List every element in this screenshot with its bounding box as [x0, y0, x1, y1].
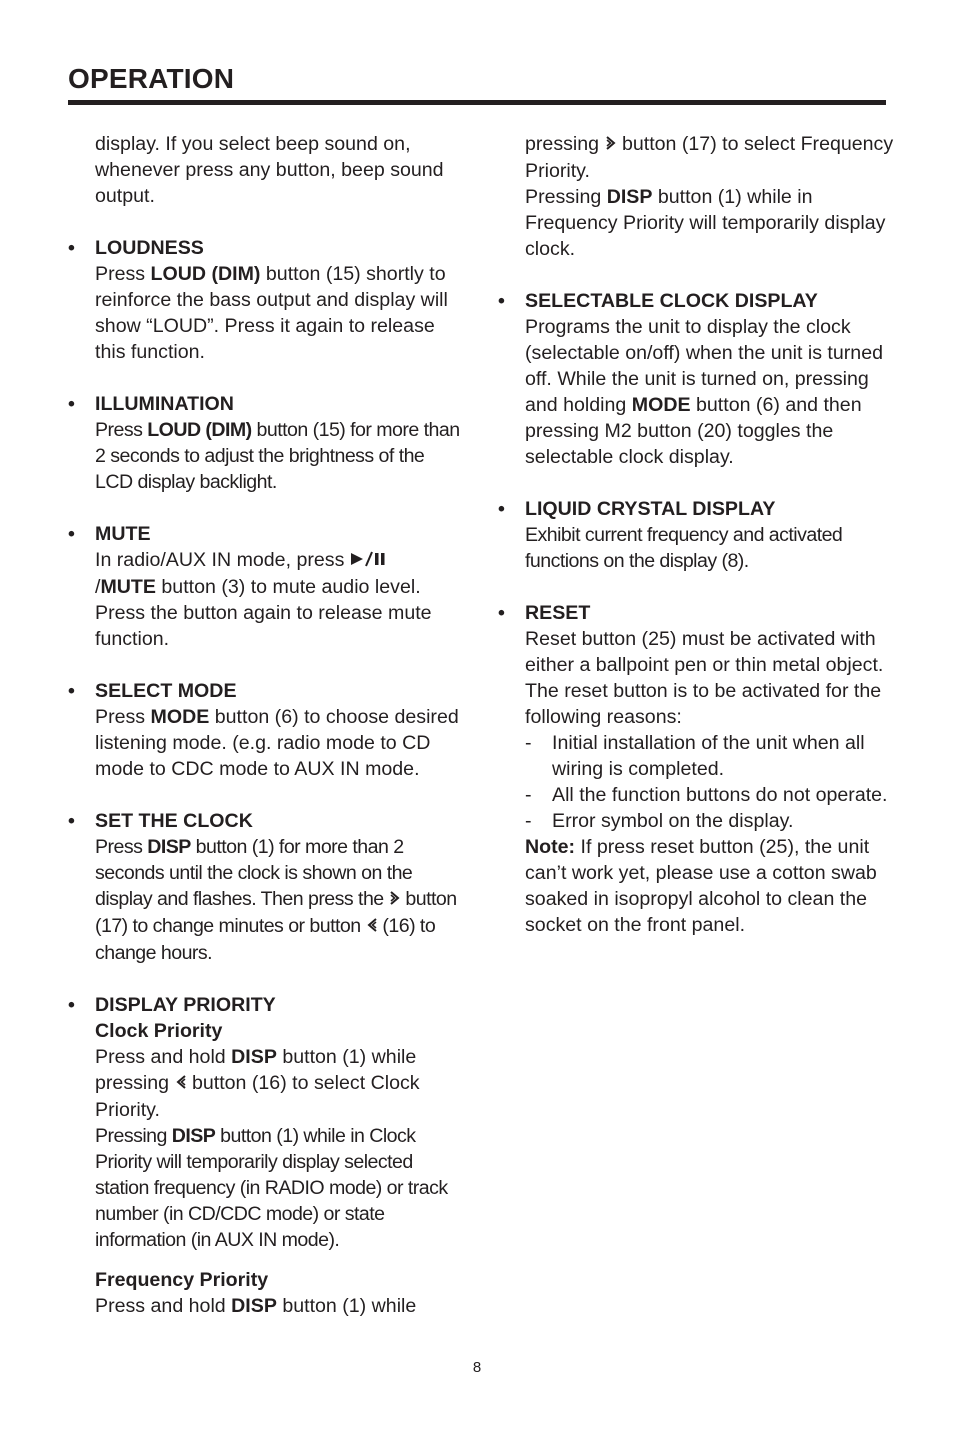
bullet: •: [68, 680, 75, 702]
bullet: •: [68, 810, 75, 832]
page-number: 8: [472, 1359, 482, 1376]
display-priority-section: [68, 992, 465, 1319]
bullet: •: [498, 290, 505, 312]
forward-arrow-icon: [605, 132, 617, 158]
clock-priority-subtitle: Clock Priority: [95, 1020, 223, 1042]
lcd-text: Exhibit current frequency and activated functions on the display (8).: [525, 524, 843, 572]
frequency-priority-continued: [525, 131, 895, 262]
page-title: OPERATION: [68, 63, 235, 94]
play-pause-icon: [350, 548, 388, 574]
forward-arrow-icon: [389, 887, 401, 913]
bullet: •: [68, 994, 75, 1016]
clock-priority-text: Press and hold DISP button (1) while pressing button (16) to select Clock Priority.: [95, 1046, 420, 1121]
reset-text: Reset button (25) must be activated with either a ballpoint pen or thin metal object. The reset button is to be activated for the following reasons:: [525, 628, 884, 728]
reset-note: Note: If press reset button (25), the unit can’t work yet, please use a cotton swab soaked in isopropyl alcohol to clean the socket on the front panel.: [525, 836, 877, 936]
frequency-priority-detail: Pressing DISP button (1) while in Frequency Priority will temporarily display clock.: [525, 186, 886, 260]
bullet: •: [68, 393, 75, 415]
page-header: [68, 62, 886, 105]
back-arrow-icon: [175, 1071, 187, 1097]
mute-text: In radio/AUX IN mode, press /MUTE button (3) to mute audio level. Press the button again to release mute function.: [95, 549, 432, 650]
selectable-clock-text: Programs the unit to display the clock (selectable on/off) when the unit is turned off. While the unit is turned on, pressing and holding MODE button (6) and then pressing M2 button (20) toggles the selectable clock display.: [525, 316, 883, 468]
set-clock-text: Press DISP button (1) for more than 2 seconds until the clock is shown on the display and flashes. Then press the button (17) to change minutes or button (16) to change hours.: [95, 836, 457, 964]
list-item: - Initial installation of the unit when all wiring is completed.: [525, 732, 865, 780]
reset-title: RESET: [525, 602, 591, 624]
select-mode-title: SELECT MODE: [95, 680, 237, 702]
select-mode-text: Press MODE button (6) to choose desired listening mode. (e.g. radio mode to CD mode to CDC mode to AUX IN mode.: [95, 706, 459, 780]
loudness-text: Press LOUD (DIM) button (15) shortly to reinforce the bass output and display will show “LOUD”. Press it again to release this function.: [95, 263, 448, 363]
illumination-section: [68, 391, 465, 495]
left-column: [68, 131, 465, 1345]
intro-section: [95, 131, 465, 209]
selectable-clock-title: SELECTABLE CLOCK DISPLAY: [525, 290, 818, 312]
intro-text: display. If you select beep sound on, whenever press any button, beep sound output.: [95, 133, 444, 207]
display-priority-title: DISPLAY PRIORITY: [95, 994, 276, 1016]
mute-section: [68, 521, 465, 652]
frequency-priority-subtitle: Frequency Priority: [95, 1269, 269, 1291]
right-column: [498, 131, 895, 964]
back-arrow-icon: [366, 914, 378, 940]
illumination-title: ILLUMINATION: [95, 393, 234, 415]
reset-reasons-list: [525, 730, 895, 834]
reset-section: [498, 600, 895, 938]
set-clock-title: SET THE CLOCK: [95, 810, 253, 832]
mute-title: MUTE: [95, 523, 151, 545]
select-mode-section: [68, 678, 465, 782]
selectable-clock-section: [498, 288, 895, 470]
list-item: - Error symbol on the display.: [525, 810, 794, 832]
lcd-section: [498, 496, 895, 574]
clock-priority-detail: Pressing DISP button (1) while in Clock Priority will temporarily display selected station frequency (in RADIO mode) or track number (in CD/CDC mode) or state information (in AUX IN mode).: [95, 1125, 448, 1251]
bullet: •: [498, 602, 505, 624]
lcd-title: LIQUID CRYSTAL DISPLAY: [525, 498, 776, 520]
frequency-priority-cont-text: pressing button (17) to select Frequency Priority.: [525, 133, 894, 182]
bullet: •: [68, 237, 75, 259]
header-rule: [68, 100, 886, 105]
frequency-priority-text: Press and hold DISP button (1) while: [95, 1295, 417, 1317]
list-item: - All the function buttons do not operate.: [525, 784, 888, 806]
loudness-title: LOUDNESS: [95, 237, 204, 259]
bullet: •: [68, 523, 75, 545]
illumination-text: Press LOUD (DIM) button (15) for more than 2 seconds to adjust the brightness of the LCD display backlight.: [95, 419, 460, 493]
loudness-section: [68, 235, 465, 365]
set-clock-section: [68, 808, 465, 966]
bullet: •: [498, 498, 505, 520]
